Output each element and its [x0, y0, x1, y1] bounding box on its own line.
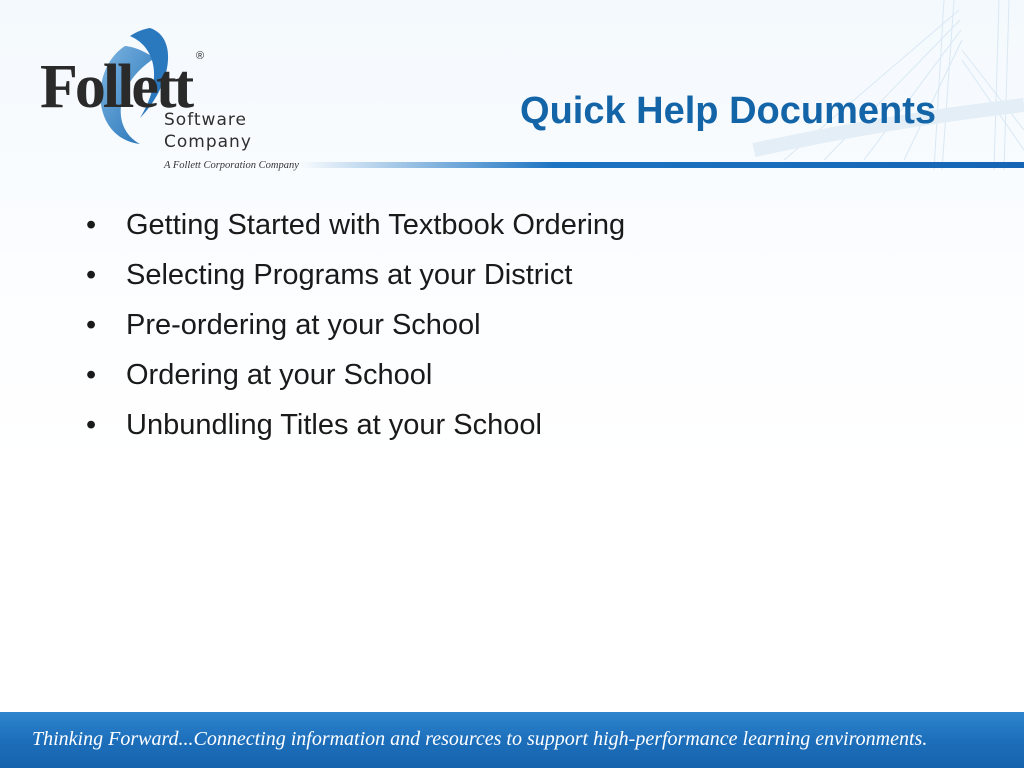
list-item — [86, 351, 625, 401]
list-item — [86, 201, 625, 251]
bullet-dot-icon: • — [86, 209, 97, 241]
logo-line-company: Company — [164, 132, 252, 152]
list-item — [86, 401, 625, 451]
bullet-list — [86, 201, 625, 451]
bullet-dot-icon: • — [86, 409, 97, 441]
logo-tagline: A Follett Corporation Company — [164, 160, 299, 171]
bullet-dot-icon: • — [86, 259, 97, 291]
logo-line-software: Software — [164, 110, 247, 130]
bridge-background-graphic — [604, 0, 1024, 170]
logo-wordmark: Follett — [40, 53, 192, 121]
list-item — [86, 251, 625, 301]
bullet-text: Selecting Programs at your District — [126, 259, 573, 291]
bullet-text: Unbundling Titles at your School — [126, 409, 542, 441]
bullet-text: Pre-ordering at your School — [126, 309, 481, 341]
header-rule — [300, 162, 1024, 168]
footer-banner — [0, 712, 1024, 768]
bullet-dot-icon: • — [86, 359, 97, 391]
follett-logo — [30, 28, 300, 178]
slide-title: Quick Help Documents — [520, 90, 936, 132]
bullet-dot-icon: • — [86, 309, 97, 341]
bullet-text: Getting Started with Textbook Ordering — [126, 209, 626, 241]
footer-tagline: Thinking Forward...Connecting information and resources to support high-performance learning environments. — [32, 728, 928, 750]
bullet-text: Ordering at your School — [126, 359, 433, 391]
registered-mark: ® — [196, 50, 205, 62]
list-item — [86, 301, 625, 351]
